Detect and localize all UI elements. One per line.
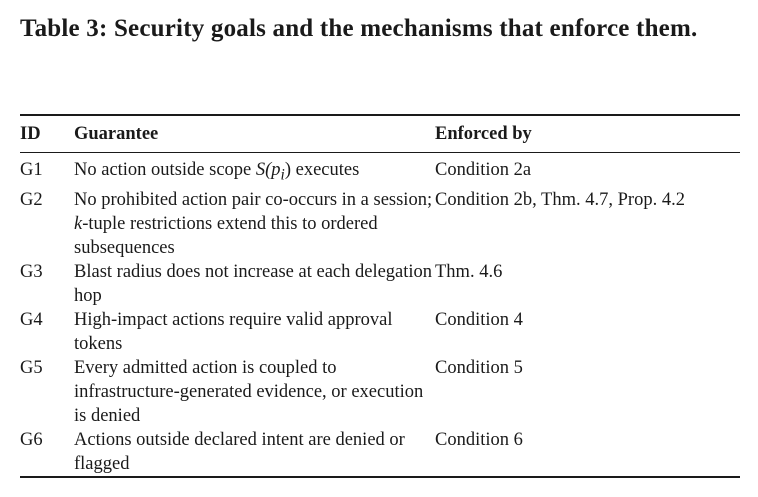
cell-guarantee	[74, 188, 435, 260]
cell-guarantee: Blast radius does not increase at each delegation hop	[74, 261, 433, 306]
cell-id: G4	[20, 309, 43, 330]
header-guarantee: Guarantee	[74, 123, 159, 144]
security-goals-table	[20, 116, 740, 476]
table-row	[20, 356, 740, 428]
table-row	[20, 188, 740, 260]
table-header-row	[20, 116, 740, 152]
guarantee-text: No prohibited action pair co-occurs in a session;	[74, 189, 433, 210]
header-id: ID	[20, 123, 41, 144]
table-row	[20, 308, 740, 356]
guarantee-text: No action outside scope	[74, 160, 256, 180]
cell-enforced-by: Condition 4	[435, 309, 523, 330]
cell-enforced-by: Thm. 4.6	[435, 261, 503, 282]
math-close: )	[284, 160, 291, 180]
cell-enforced-by: Condition 2b, Thm. 4.7, Prop. 4.2	[435, 189, 685, 210]
cell-id: G3	[20, 261, 43, 282]
cell-enforced-by: Condition 2a	[435, 160, 532, 180]
cell-id: G5	[20, 357, 43, 378]
table-row	[20, 428, 740, 476]
math-subscript: i	[280, 166, 285, 184]
table-bottom-rule	[20, 476, 740, 478]
cell-id: G1	[20, 160, 43, 180]
table-row	[20, 260, 740, 308]
math-scope: S(p	[255, 160, 281, 180]
math-k: k	[74, 213, 83, 234]
cell-guarantee	[74, 152, 435, 188]
cell-guarantee: Every admitted action is coupled to infrastructure-generated evidence, or execution is denied	[74, 357, 424, 426]
cell-guarantee: High-impact actions require valid approval tokens	[74, 309, 393, 354]
cell-id: G2	[20, 189, 43, 210]
guarantee-text: -tuple restrictions extend this to ordered subsequences	[74, 213, 378, 258]
cell-guarantee: Actions outside declared intent are denied or flagged	[74, 429, 405, 474]
guarantee-text: executes	[291, 160, 360, 180]
cell-id: G6	[20, 429, 43, 450]
cell-enforced-by: Condition 5	[435, 357, 523, 378]
cell-enforced-by: Condition 6	[435, 429, 523, 450]
table-row	[20, 152, 740, 188]
table-caption: Table 3: Security goals and the mechanisms that enforce them.	[20, 15, 698, 42]
header-enforced-by: Enforced by	[435, 123, 532, 144]
